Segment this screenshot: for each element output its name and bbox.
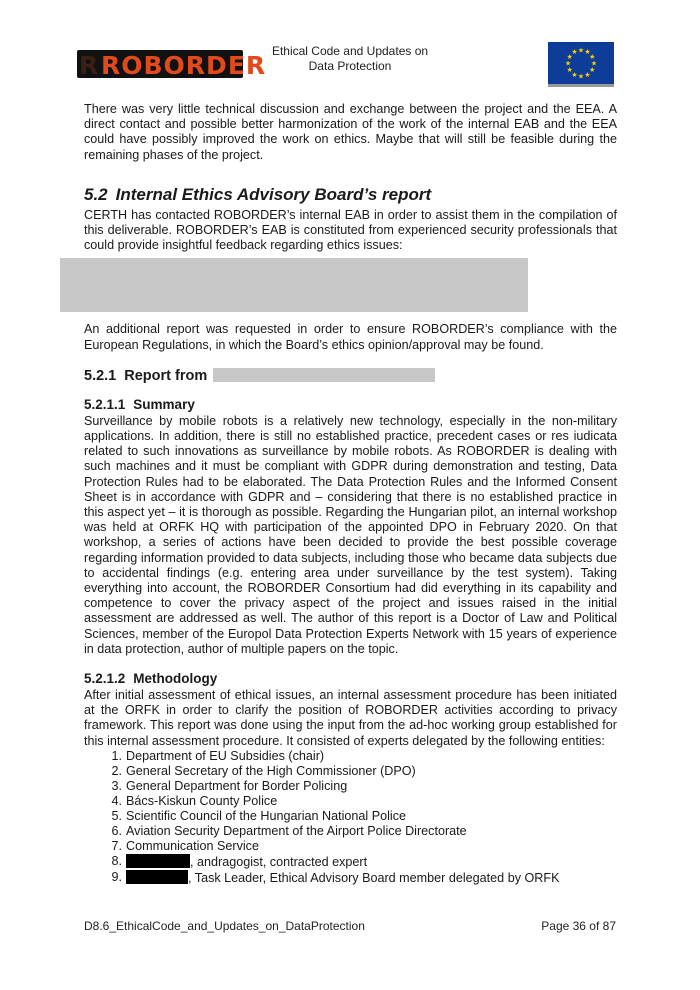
header-title xyxy=(250,44,450,74)
redacted-block xyxy=(60,258,528,312)
header-title-line2: Data Protection xyxy=(308,59,392,73)
section-number: 5.2.1 xyxy=(84,367,117,384)
logo-wordmark: ROBORDER xyxy=(101,51,267,80)
flag-star: ★ xyxy=(571,49,578,57)
entities-list xyxy=(84,749,617,886)
flag-star: ★ xyxy=(566,67,573,74)
redacted-name xyxy=(126,854,190,868)
footer-page-number: Page 36 of 87 xyxy=(541,919,616,933)
section-5-2-1-2-heading xyxy=(84,670,617,687)
list-item: 2. General Secretary of the High Commissioner (DPO) xyxy=(111,763,416,778)
section-5-2-1-1-heading xyxy=(84,396,617,413)
logo-ghost-letter: R xyxy=(79,51,99,80)
section-5-2-heading xyxy=(84,185,617,205)
summary-paragraph: Surveillance by mobile robots is a relatively new technology, especially in the non-military applications. In addition, there is still no established practice, precedent cases or res iudicata related to such innovations as surveillance by mobile robots. As ROBORDER is dealing with such machines and it must be compliant with GDPR during demonstration and testing, Data Protection Rules had to be elaborated. The Data Protection Rules and the Informed Consent Sheet is in accordance with GDPR and – considering that there is no established practice in this aspect yet – it is thorough as possible. Regarding the Hungarian pilot, an internal workshop was held at ORFK HQ with participation of the appointed DPO in February 2020. On that workshop, a series of actions have been decided to provide the best possible coverage regarding information provided to data subjects, including those who became data subjects due to accidental findings (e.g. entering area under surveillance by the test system). Taking everything into account, the ROBORDER Consortium had did everything in its capability and competence to cover the privacy aspect of the project and issues raised in the initial assessment are addressed as well. The author of this report is a Doctor of Law and Political Sciences, member of the Europol Data Protection Experts Network with 15 years of experience in data protection, author of multiple papers on the topic. xyxy=(84,413,617,656)
section-title: Internal Ethics Advisory Board’s report xyxy=(115,184,432,204)
section-title: Summary xyxy=(133,396,195,412)
list-item: 8. , andragogist, contracted expert xyxy=(111,853,368,869)
page-content xyxy=(84,102,617,886)
flag-star: ★ xyxy=(577,47,585,55)
section-number: 5.2.1.2 xyxy=(84,671,126,687)
methodology-paragraph: After initial assessment of ethical issues, an internal assessment procedure has been initiated at the ORFK in order to clarify the position of ROBORDER activities according to privacy framework. This report was done using the input from the ad-hoc working group established for this internal assessment procedure. It consisted of experts delegated by the following entities: xyxy=(84,688,617,748)
list-item: 6. Aviation Security Department of the Airport Police Directorate xyxy=(111,823,467,838)
eu-flag-icon xyxy=(548,42,614,86)
list-item: 1. Department of EU Subsidies (chair) xyxy=(111,748,325,763)
intro-paragraph: There was very little technical discussion and exchange between the project and the EEA. A direct contact and possible better harmonization of the work of the internal EAB and the EEA could have possibly improved the work on ethics. Maybe that will still be feasible during the remaining phases of the project. xyxy=(84,102,617,162)
flag-star: ★ xyxy=(571,71,578,79)
roborder-logo xyxy=(77,50,267,80)
section-number: 5.2.1.1 xyxy=(84,396,126,412)
list-item: 9. , Task Leader, Ethical Advisory Board member delegated by ORFK xyxy=(111,869,560,885)
flag-star: ★ xyxy=(590,60,598,68)
section-5-2-paragraph-1: CERTH has contacted ROBORDER’s internal EAB in order to assist them in the compilation of this deliverable. ROBORDER’s EAB is constituted from experienced security professionals that could provide insightful feedback regarding ethics issues: xyxy=(84,207,617,253)
flag-star: ★ xyxy=(564,60,572,68)
header-title-line1: Ethical Code and Updates on xyxy=(271,44,429,58)
flag-star: ★ xyxy=(584,49,591,57)
section-number: 5.2 xyxy=(84,184,108,204)
redacted-name xyxy=(213,368,435,382)
redacted-name xyxy=(126,870,188,884)
section-5-2-1-heading xyxy=(84,367,617,385)
list-item: 3. General Department for Border Policing xyxy=(111,778,348,793)
list-item: 7. Communication Service xyxy=(111,838,259,853)
page-header xyxy=(0,0,700,95)
flag-star: ★ xyxy=(577,73,585,81)
section-title: Report from xyxy=(124,367,208,384)
flag-star: ★ xyxy=(566,54,573,61)
flag-star: ★ xyxy=(584,71,591,79)
list-item: 5. Scientific Council of the Hungarian National Police xyxy=(111,808,407,823)
footer-doc-name: D8.6_EthicalCode_and_Updates_on_DataProtection xyxy=(84,919,365,933)
section-title: Methodology xyxy=(133,671,218,687)
flag-star: ★ xyxy=(589,54,596,61)
section-5-2-paragraph-2: An additional report was requested in order to ensure ROBORDER’s compliance with the European Regulations, in which the Board’s ethics opinion/approval may be found. xyxy=(84,322,617,352)
list-item: 4. Bács-Kiskun County Police xyxy=(111,793,278,808)
flag-star: ★ xyxy=(589,67,596,74)
